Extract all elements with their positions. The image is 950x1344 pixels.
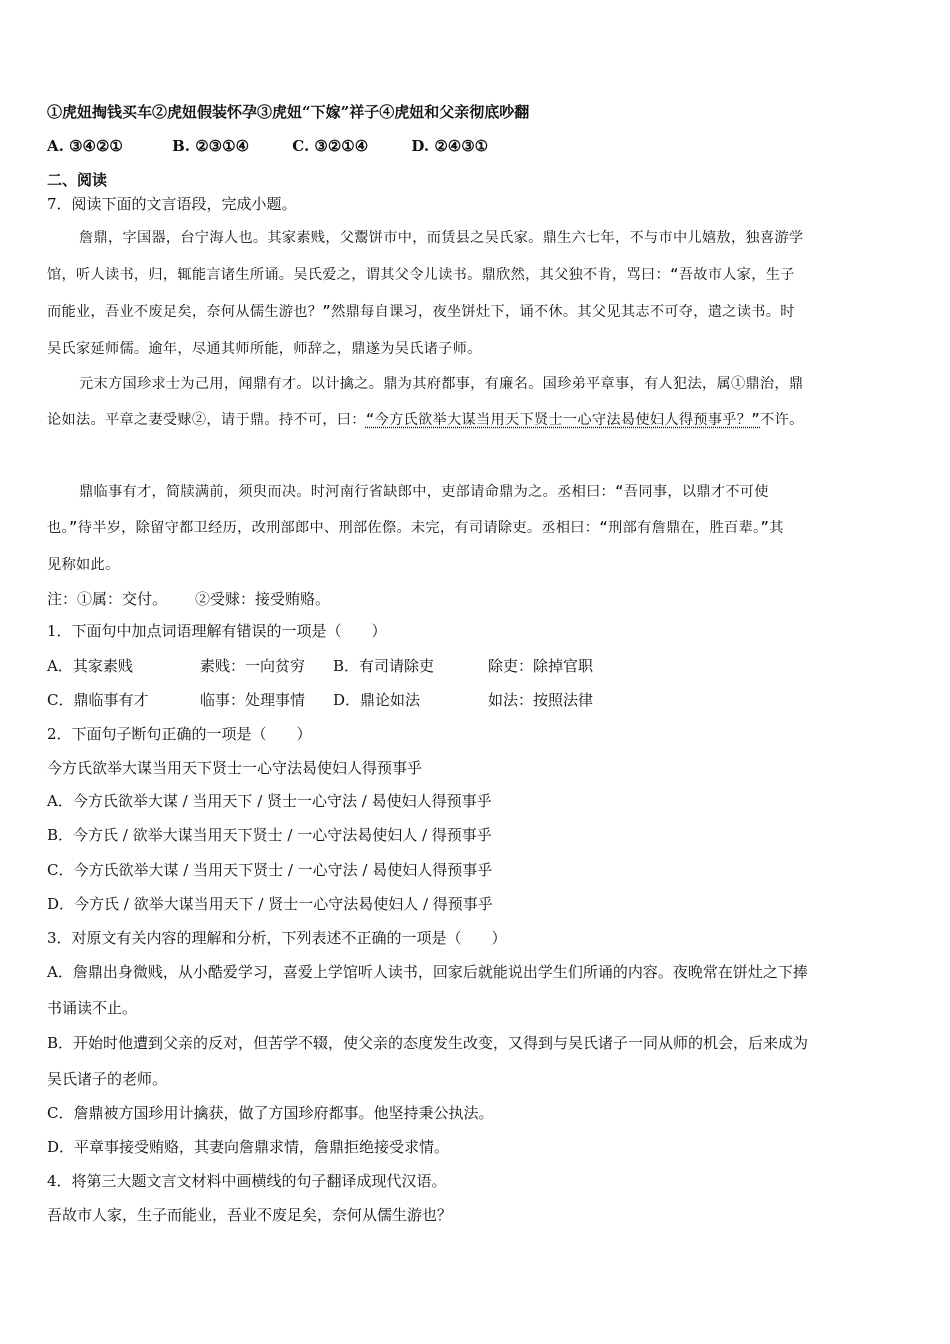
- q4-sentence: 吾故市人家，生子而能业，吾业不废足矣，奈何从儒生游也？: [47, 1206, 453, 1224]
- passage-line: 詹鼎，字国器，台宁海人也。其家素贱，父鬻饼市中，而赁县之吴氏家。鼎生六七年，不与市中儿嬉敖，独喜游学: [79, 230, 804, 246]
- passage-line: 馆，听人读书，归，辄能言诸生所诵。吴氏爱之，谓其父令儿读书。鼎欣然，其父独不肯，骂曰：“吾故市人家，生子: [47, 267, 795, 283]
- q3-option-a-line: A．詹鼎出身微贱，从小酷爱学习，喜爱上学馆听人读书，回家后就能说出学生们所诵的内容。夜晚常在饼灶之下捧: [47, 963, 808, 981]
- q6-option-c[interactable]: C. ③②①④: [292, 137, 369, 155]
- q1-option-b[interactable]: B．有司请除吏: [333, 657, 435, 675]
- notes: [47, 589, 920, 609]
- q4-stem: 4．将第三大题文言文材料中画横线的句子翻译成现代汉语。: [47, 1172, 447, 1190]
- q6-items: ①虎妞掏钱买车②虎妞假装怀孕③虎妞“下嫁”祥子④虎妞和父亲彻底吵翻: [47, 103, 530, 121]
- q3-option-d[interactable]: D．平章事接受贿赂，其妻向詹鼎求情，詹鼎拒绝接受求情。: [47, 1138, 450, 1156]
- q1-option-d-def: 如法：按照法律: [488, 691, 594, 709]
- q2-option-b[interactable]: B．今方氏 / 欲举大谋当用天下贤士 / 一心守法曷使妇人 / 得预事乎: [47, 826, 492, 844]
- q2-sentence: 今方氏欲举大谋当用天下贤士一心守法曷使妇人得预事乎: [47, 759, 423, 777]
- q6-option-d[interactable]: D. ②④③①: [411, 137, 489, 155]
- q2-option-d[interactable]: D．今方氏 / 欲举大谋当用天下 / 贤士一心守法曷使妇人 / 得预事乎: [47, 895, 493, 913]
- q6-options: [47, 136, 920, 156]
- q6-option-a[interactable]: A. ③④②①: [47, 137, 123, 155]
- passage-line: 也。”待半岁，除留守都卫经历，改刑部郎中、刑部佐傺。未完，有司请除吏。丞相曰：“刑部有詹鼎在，胜百辈。”其: [47, 520, 784, 536]
- passage-line: 元末方国珍求士为己用，闻鼎有才。以计擒之。鼎为其府都事，有廉名。国珍弟平章事，有人犯法，属①鼎治，鼎: [79, 376, 804, 392]
- q1-stem: 1．下面句中加点词语理解有错误的一项是（ ）: [47, 622, 387, 640]
- passage-line: 见称如此。: [47, 557, 120, 573]
- q1-option-a-def: 素贱：一向贫穷: [200, 657, 306, 675]
- passage-line: 鼎临事有才，简牍满前，须臾而决。时河南行省缺郎中，吏部请命鼎为之。丞相曰：“吾同事，以鼎才不可使: [79, 484, 769, 500]
- note-2: ②受赇：接受贿赂。: [195, 590, 331, 608]
- passage-text: 论如法。平章之妻受赇②，请于鼎。持不可，曰：: [47, 412, 366, 428]
- passage-text: 不许。: [760, 412, 804, 428]
- q2-option-c[interactable]: C．今方氏欲举大谋 / 当用天下贤士 / 一心守法 / 曷使妇人得预事乎: [47, 861, 493, 879]
- q6-option-b[interactable]: B. ②③①④: [172, 137, 250, 155]
- q1-option-b-def: 除吏：除掉官职: [488, 657, 594, 675]
- section-heading-reading: 二、阅读: [47, 171, 108, 189]
- passage-line: [47, 410, 920, 430]
- q3-option-b-line: 吴氏诸子的老师。: [47, 1070, 168, 1088]
- passage-line: 吴氏家延师儒。逾年，尽通其师所能，师辞之，鼎遂为吴氏诸子师。: [47, 341, 482, 357]
- q1-option-c-def: 临事：处理事情: [200, 691, 306, 709]
- q3-option-c[interactable]: C．詹鼎被方国珍用计擒获，做了方国珍府都事。他坚持秉公执法。: [47, 1104, 494, 1122]
- q3-option-a-line: 书诵读不止。: [47, 999, 138, 1017]
- q2-option-a[interactable]: A．今方氏欲举大谋 / 当用天下 / 贤士一心守法 / 曷使妇人得预事乎: [47, 792, 492, 810]
- underlined-sentence: “今方氏欲举大谋当用天下贤士一心守法曷使妇人得预事乎？”: [365, 412, 761, 428]
- q2-stem: 2．下面句子断句正确的一项是（ ）: [47, 725, 312, 743]
- q1-option-c[interactable]: C．鼎临事有才: [47, 691, 149, 709]
- q1-option-d[interactable]: D．鼎论如法: [333, 691, 421, 709]
- q7-intro: 7．阅读下面的文言语段，完成小题。: [47, 195, 297, 213]
- q1-option-a[interactable]: A．其家素贱: [47, 657, 133, 675]
- q3-option-b-line: B．开始时他遭到父亲的反对，但苦学不辍，使父亲的态度发生改变，又得到与吴氏诸子一同从师的机会，后来成为: [47, 1034, 809, 1052]
- passage-line: 而能业，吾业不废足矣，奈何从儒生游也？”然鼎每自课习，夜坐饼灶下，诵不休。其父见其志不可夺，遣之读书。时: [47, 304, 795, 320]
- note-1: 注：①属：交付。: [47, 590, 168, 608]
- q3-stem: 3．对原文有关内容的理解和分析，下列表述不正确的一项是（ ）: [47, 929, 507, 947]
